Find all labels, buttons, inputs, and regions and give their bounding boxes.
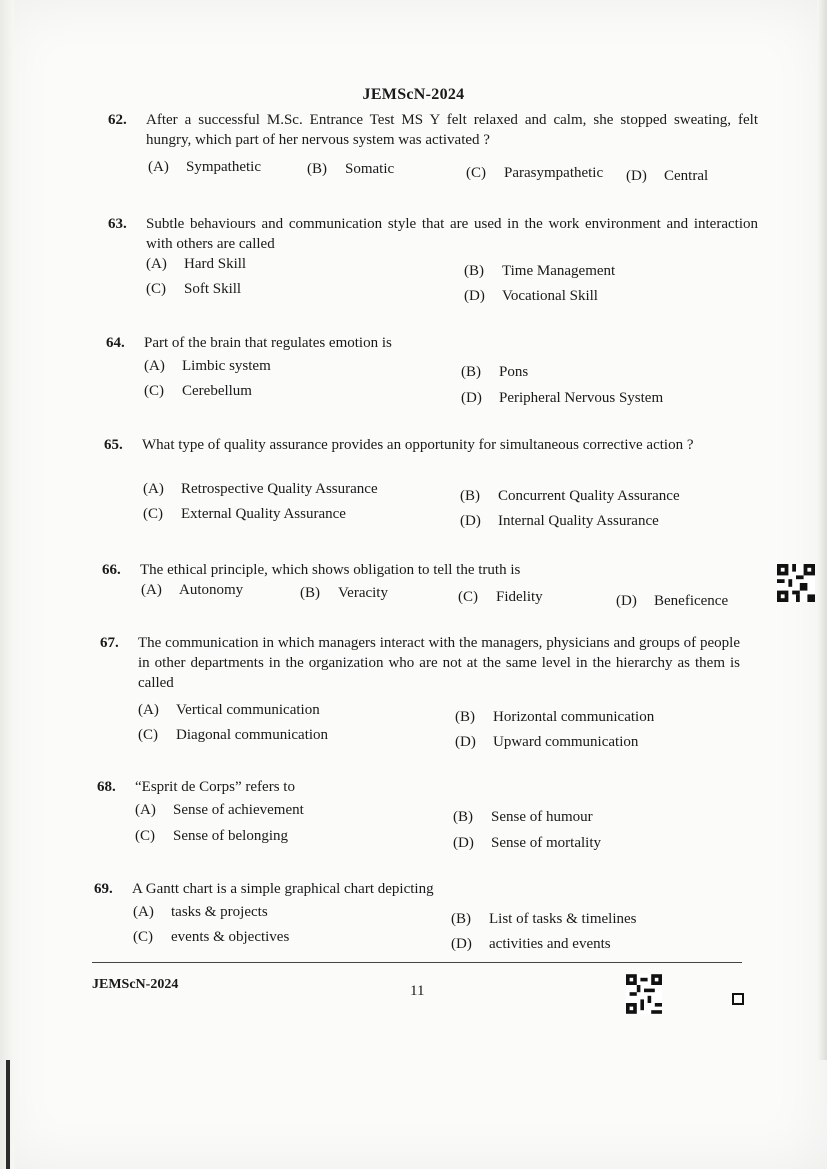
- scan-right-edge: [817, 0, 827, 1060]
- option-c: (C) External Quality Assurance: [143, 506, 346, 522]
- option-b: (B) Concurrent Quality Assurance: [460, 488, 680, 504]
- option-d: (D) Peripheral Nervous System: [461, 390, 664, 406]
- question-63: [108, 214, 758, 254]
- option-b: (B) Horizontal communication: [455, 709, 655, 725]
- question-number: 69.: [94, 881, 113, 897]
- option-c: (C) Soft Skill: [146, 281, 242, 297]
- option-a: (A) Hard Skill: [146, 256, 247, 272]
- option-a: (A) tasks & projects: [133, 904, 268, 920]
- option-a: (A) Limbic system: [144, 358, 271, 374]
- question-number: 66.: [102, 562, 121, 578]
- question-66: [102, 560, 752, 580]
- qr-code-icon: [777, 563, 815, 603]
- binding-mark: [6, 1060, 10, 1169]
- option-c: (C) Parasympathetic: [466, 165, 604, 181]
- question-67: [100, 633, 740, 693]
- scan-left-edge: [0, 0, 14, 1169]
- question-number: 63.: [108, 216, 127, 232]
- question-68: [97, 777, 747, 797]
- question-text: A Gantt chart is a simple graphical chart depicting: [132, 881, 434, 897]
- option-d: (D) Central: [626, 168, 709, 184]
- option-b: (B) Somatic: [307, 161, 395, 177]
- option-c: (C) events & objectives: [133, 929, 290, 945]
- question-text: The communication in which managers interact with the managers, physicians and groups of people in other departments in the organization who are not at the same level in the hierarchy as them is called: [138, 635, 740, 691]
- question-text: The ethical principle, which shows obligation to tell the truth is: [140, 562, 521, 578]
- option-d: (D) Upward communication: [455, 734, 639, 750]
- page-number: 11: [410, 983, 425, 999]
- option-b: (B) Pons: [461, 364, 529, 380]
- footer-qr-code-icon: [626, 974, 662, 1014]
- option-c: (C) Sense of belonging: [135, 828, 288, 844]
- question-text: Subtle behaviours and communication style that are used in the work environment and interaction with others are called: [146, 216, 758, 252]
- footer-code: JEMScN-2024: [92, 977, 179, 992]
- option-d: (D) Sense of mortality: [453, 835, 601, 851]
- question-number: 68.: [97, 779, 116, 795]
- question-number: 67.: [100, 635, 119, 651]
- footer-divider: [92, 962, 742, 963]
- question-65: [104, 435, 754, 455]
- option-c: (C) Cerebellum: [144, 383, 252, 399]
- question-text: Part of the brain that regulates emotion is: [144, 335, 392, 351]
- option-d: (D) activities and events: [451, 936, 611, 952]
- option-b: (B) Time Management: [464, 263, 616, 279]
- question-number: 64.: [106, 335, 125, 351]
- option-b: (B) List of tasks & timelines: [451, 911, 637, 927]
- option-d: (D) Vocational Skill: [464, 288, 598, 304]
- option-a: (A) Autonomy: [141, 582, 244, 598]
- question-text: After a successful M.Sc. Entrance Test MS Y felt relaxed and calm, she stopped sweating, felt hungry, which part of her nervous system was activated ?: [146, 112, 758, 148]
- option-a: (A) Sympathetic: [148, 159, 261, 175]
- page-header-title: JEMScN-2024: [362, 86, 465, 103]
- option-b: (B) Sense of humour: [453, 809, 593, 825]
- question-69: [94, 879, 744, 899]
- option-d: (D) Internal Quality Assurance: [460, 513, 659, 529]
- option-a: (A) Retrospective Quality Assurance: [143, 481, 378, 497]
- question-62: [108, 110, 758, 150]
- option-c: (C) Diagonal communication: [138, 727, 329, 743]
- question-number: 65.: [104, 437, 123, 453]
- option-d: (D) Beneficence: [616, 593, 729, 609]
- corner-square-mark: [732, 993, 744, 1005]
- question-text: What type of quality assurance provides an opportunity for simultaneous corrective action ?: [142, 437, 694, 453]
- option-b: (B) Veracity: [300, 585, 388, 601]
- option-c: (C) Fidelity: [458, 589, 543, 605]
- question-number: 62.: [108, 112, 127, 128]
- question-text: “Esprit de Corps” refers to: [135, 779, 295, 795]
- option-a: (A) Vertical communication: [138, 702, 320, 718]
- question-64: [106, 333, 756, 353]
- option-a: (A) Sense of achievement: [135, 802, 304, 818]
